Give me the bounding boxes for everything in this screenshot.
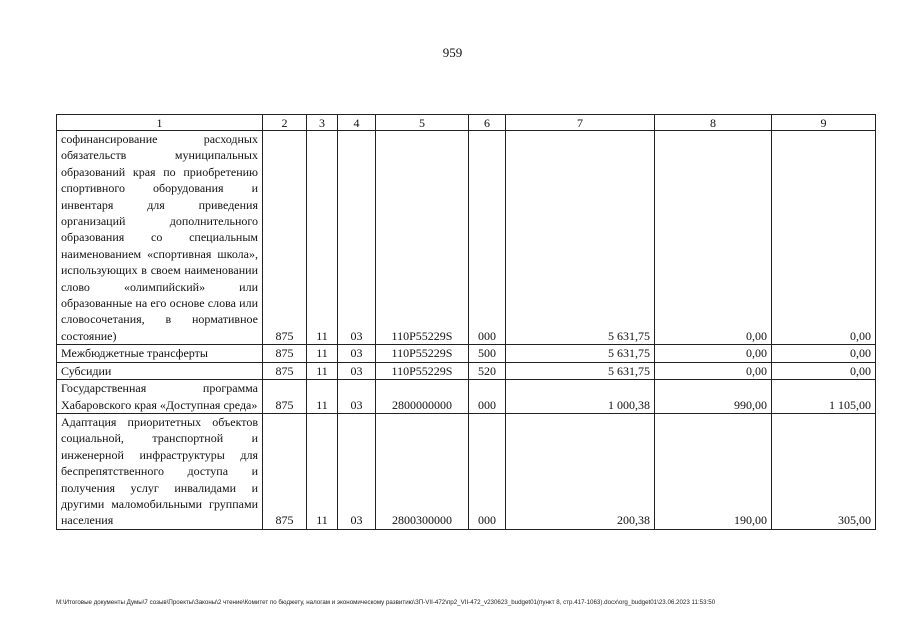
row-ministry-code: 875 — [263, 362, 307, 379]
row-amount-col9: 1 105,00 — [772, 380, 876, 414]
header-cell-7: 7 — [506, 115, 655, 131]
table-row — [57, 380, 876, 414]
table-row — [57, 362, 876, 379]
row-target-code: 110P55229S — [376, 345, 469, 362]
row-section-code: 11 — [307, 380, 338, 414]
row-subsection-code: 03 — [338, 413, 376, 529]
row-ministry-code: 875 — [263, 413, 307, 529]
row-amount-col8: 0,00 — [655, 131, 772, 345]
row-subsection-code: 03 — [338, 131, 376, 345]
row-name: Субсидии — [57, 362, 263, 379]
row-amount-col9: 0,00 — [772, 362, 876, 379]
row-target-code: 2800000000 — [376, 380, 469, 414]
table-row — [57, 413, 876, 529]
header-cell-2: 2 — [263, 115, 307, 131]
row-expense-type-code: 000 — [469, 131, 506, 345]
row-name: Межбюджетные трансферты — [57, 345, 263, 362]
row-subsection-code: 03 — [338, 362, 376, 379]
row-amount-col8: 0,00 — [655, 362, 772, 379]
row-amount-col7: 1 000,38 — [506, 380, 655, 414]
header-cell-9: 9 — [772, 115, 876, 131]
row-expense-type-code: 520 — [469, 362, 506, 379]
row-target-code: 110P55229S — [376, 362, 469, 379]
row-amount-col9: 305,00 — [772, 413, 876, 529]
row-amount-col7: 200,38 — [506, 413, 655, 529]
header-cell-5: 5 — [376, 115, 469, 131]
row-amount-col8: 0,00 — [655, 345, 772, 362]
row-name: Адаптация приоритетных объектов социальной, транспортной и инженерной инфраструктуры для беспрепятственного доступа и получения услуг инвалидами и другими маломобильными группами населения — [57, 413, 263, 529]
row-ministry-code: 875 — [263, 380, 307, 414]
header-cell-4: 4 — [338, 115, 376, 131]
row-expense-type-code: 500 — [469, 345, 506, 362]
row-amount-col7: 5 631,75 — [506, 345, 655, 362]
row-subsection-code: 03 — [338, 380, 376, 414]
row-amount-col8: 190,00 — [655, 413, 772, 529]
row-name: Государственная программа Хабаровского края «Доступная среда» — [57, 380, 263, 414]
row-amount-col7: 5 631,75 — [506, 131, 655, 345]
header-cell-3: 3 — [307, 115, 338, 131]
row-ministry-code: 875 — [263, 131, 307, 345]
page-number: 959 — [442, 45, 463, 60]
row-subsection-code: 03 — [338, 345, 376, 362]
row-ministry-code: 875 — [263, 345, 307, 362]
header-cell-6: 6 — [469, 115, 506, 131]
table-row — [57, 345, 876, 362]
row-expense-type-code: 000 — [469, 413, 506, 529]
row-section-code: 11 — [307, 131, 338, 345]
header-cell-8: 8 — [655, 115, 772, 131]
row-target-code: 110P55229S — [376, 131, 469, 345]
row-target-code: 2800300000 — [376, 413, 469, 529]
row-amount-col9: 0,00 — [772, 131, 876, 345]
document-path-footer: М:\Итоговые документы Думы\7 созыв\Проекты\Законы\2 чтение\Комитет по бюджету, налогам и экономическому развитию\ЗП-VII-472\пр2_VII-472_v230623_budget01(пункт 8, стр.417-1063).docx\org_budget01\23.06.2023 11:53:50 — [56, 599, 716, 606]
row-section-code: 11 — [307, 362, 338, 379]
row-amount-col8: 990,00 — [655, 380, 772, 414]
row-section-code: 11 — [307, 345, 338, 362]
row-expense-type-code: 000 — [469, 380, 506, 414]
header-row — [57, 115, 876, 131]
table-row — [57, 131, 876, 345]
row-section-code: 11 — [307, 413, 338, 529]
header-cell-1: 1 — [57, 115, 263, 131]
row-amount-col7: 5 631,75 — [506, 362, 655, 379]
budget-table — [56, 114, 876, 530]
row-amount-col9: 0,00 — [772, 345, 876, 362]
row-name: софинансирование расходных обязательств муниципальных образований края по приобретению спортивного оборудования и инвентаря для приведения организаций дополнительного образования со специальным наименованием «спортивная школа», использующих в своем наименовании слово «олимпийский» или образованные на его основе слова или словосочетания, в нормативное состояние) — [57, 131, 263, 345]
